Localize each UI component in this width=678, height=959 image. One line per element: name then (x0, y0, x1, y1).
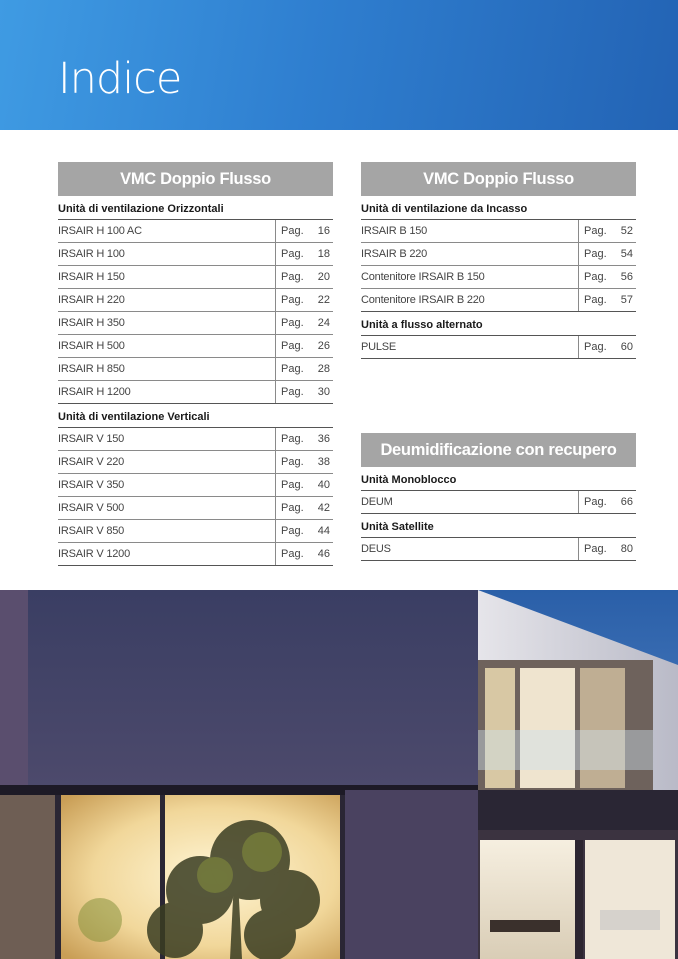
pag-label: Pag. (281, 548, 304, 560)
toc-item-name: IRSAIR H 850 (58, 363, 125, 375)
page-number: 56 (620, 271, 633, 283)
toc-item-name: IRSAIR B 150 (361, 225, 428, 237)
page-number: 18 (317, 248, 330, 260)
header-banner (0, 0, 678, 130)
pag-label: Pag. (584, 248, 607, 260)
toc-item-name: PULSE (361, 341, 397, 353)
pag-label: Pag. (281, 525, 304, 537)
toc-row[interactable] (361, 336, 636, 359)
toc-row[interactable] (58, 266, 333, 289)
toc-list (58, 428, 333, 566)
pag-label: Pag. (584, 225, 607, 237)
toc-row[interactable] (361, 220, 636, 243)
page-number: 16 (317, 225, 330, 237)
toc-list (361, 220, 636, 312)
pag-label: Pag. (584, 496, 607, 508)
pag-label: Pag. (281, 433, 304, 445)
toc-list (361, 538, 636, 561)
toc-row[interactable] (361, 491, 636, 514)
pag-label: Pag. (584, 341, 607, 353)
toc-list (361, 336, 636, 359)
toc-row[interactable] (58, 220, 333, 243)
page-number: 44 (317, 525, 330, 537)
toc-row[interactable] (58, 451, 333, 474)
group-title: Unità Satellite (361, 514, 636, 538)
toc-row[interactable] (361, 538, 636, 561)
toc-right-column (361, 162, 636, 359)
toc-row[interactable] (58, 474, 333, 497)
pag-label: Pag. (281, 271, 304, 283)
toc-item-name: DEUS (361, 543, 391, 555)
page-number: 42 (317, 502, 330, 514)
toc-item-name: IRSAIR V 350 (58, 479, 125, 491)
page-number: 24 (317, 317, 330, 329)
page-number: 46 (317, 548, 330, 560)
section-band: VMC Doppio Flusso (361, 162, 636, 196)
group-title: Unità di ventilazione Verticali (58, 404, 333, 428)
pag-label: Pag. (281, 248, 304, 260)
toc-row[interactable] (361, 289, 636, 312)
page-number: 60 (620, 341, 633, 353)
group-title: Unità a flusso alternato (361, 312, 636, 336)
page-number: 36 (317, 433, 330, 445)
toc-item-name: Contenitore IRSAIR B 150 (361, 271, 485, 283)
pag-label: Pag. (584, 271, 607, 283)
toc-row[interactable] (58, 428, 333, 451)
page-number: 80 (620, 543, 633, 555)
group-title: Unità di ventilazione Orizzontali (58, 196, 333, 220)
toc-row[interactable] (58, 520, 333, 543)
toc-row[interactable] (361, 243, 636, 266)
page-number: 66 (620, 496, 633, 508)
toc-row[interactable] (58, 543, 333, 566)
page-title: Indice (58, 54, 182, 104)
toc-item-name: IRSAIR V 220 (58, 456, 125, 468)
page-number: 57 (620, 294, 633, 306)
page-number: 52 (620, 225, 633, 237)
toc-row[interactable] (58, 335, 333, 358)
pag-label: Pag. (281, 294, 304, 306)
toc-row[interactable] (58, 243, 333, 266)
section-band: VMC Doppio Flusso (58, 162, 333, 196)
toc-item-name: IRSAIR H 1200 (58, 386, 131, 398)
page-number: 38 (317, 456, 330, 468)
toc-left-column (58, 162, 333, 566)
toc-item-name: IRSAIR H 150 (58, 271, 125, 283)
page-number: 28 (317, 363, 330, 375)
toc-row[interactable] (58, 289, 333, 312)
toc-item-name: IRSAIR B 220 (361, 248, 428, 260)
toc-item-name: Contenitore IRSAIR B 220 (361, 294, 485, 306)
toc-item-name: IRSAIR V 150 (58, 433, 125, 445)
page-number: 40 (317, 479, 330, 491)
page-number: 54 (620, 248, 633, 260)
page-number: 30 (317, 386, 330, 398)
toc-row[interactable] (58, 312, 333, 335)
toc-row[interactable] (58, 381, 333, 404)
pag-label: Pag. (281, 502, 304, 514)
page-number: 26 (317, 340, 330, 352)
page-number: 20 (317, 271, 330, 283)
toc-item-name: IRSAIR V 1200 (58, 548, 130, 560)
pag-label: Pag. (584, 543, 607, 555)
toc-item-name: IRSAIR H 500 (58, 340, 125, 352)
pag-label: Pag. (281, 340, 304, 352)
toc-item-name: IRSAIR H 350 (58, 317, 125, 329)
toc-row[interactable] (361, 266, 636, 289)
house-photo (0, 590, 678, 959)
toc-item-name: IRSAIR V 850 (58, 525, 125, 537)
toc-row[interactable] (58, 497, 333, 520)
modern-house-illustration (0, 590, 678, 959)
page-number: 22 (317, 294, 330, 306)
pag-label: Pag. (281, 363, 304, 375)
toc-item-name: IRSAIR H 100 (58, 248, 125, 260)
pag-label: Pag. (584, 294, 607, 306)
toc-list (361, 491, 636, 514)
group-title: Unità di ventilazione da Incasso (361, 196, 636, 220)
pag-label: Pag. (281, 479, 304, 491)
toc-item-name: IRSAIR V 500 (58, 502, 125, 514)
toc-item-name: DEUM (361, 496, 393, 508)
toc-row[interactable] (58, 358, 333, 381)
section-band: Deumidificazione con recupero (361, 433, 636, 467)
toc-item-name: IRSAIR H 220 (58, 294, 125, 306)
toc-dehum-column (361, 433, 636, 561)
toc-item-name: IRSAIR H 100 AC (58, 225, 142, 237)
toc-list (58, 220, 333, 404)
pag-label: Pag. (281, 225, 304, 237)
pag-label: Pag. (281, 456, 304, 468)
pag-label: Pag. (281, 386, 304, 398)
pag-label: Pag. (281, 317, 304, 329)
group-title: Unità Monoblocco (361, 467, 636, 491)
